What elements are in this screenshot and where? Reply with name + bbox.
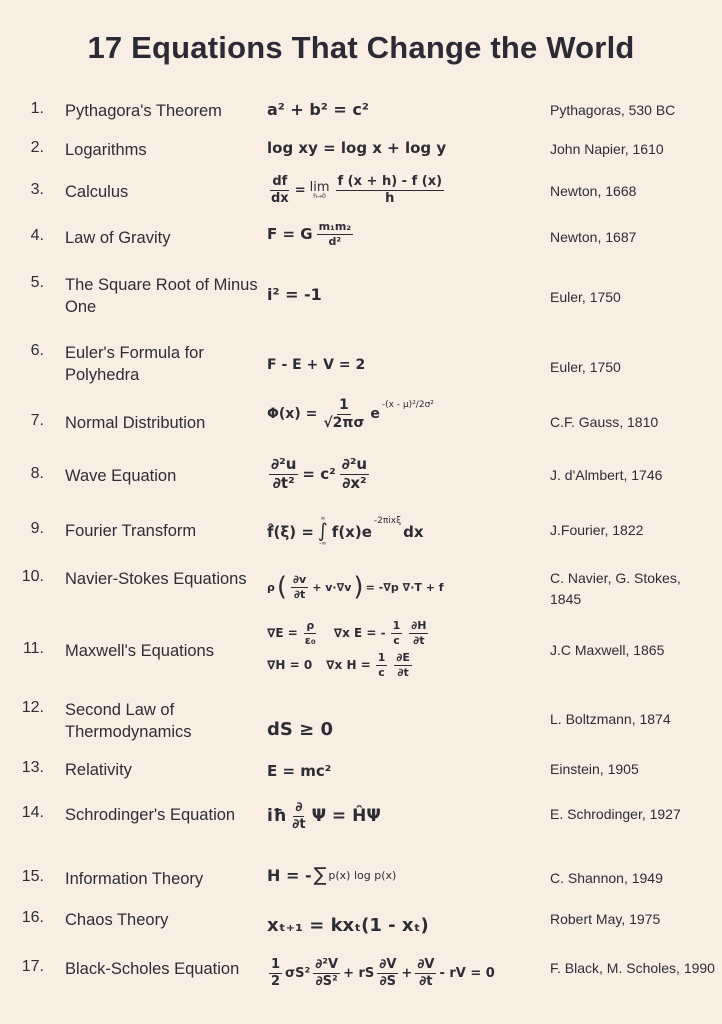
denominator: ∂t [397,665,409,679]
maxwell-system [267,620,430,678]
citation: F. Black, M. Scholes, 1990 [550,960,715,976]
equation-name: Second Law of Thermodynamics [65,701,192,741]
integral-lower: -∞ [319,540,327,547]
formula [267,864,396,886]
row-number: 7. [30,412,44,429]
formula-text: + rS [343,965,375,981]
numerator: 1 [392,619,401,632]
row-number: 3. [30,181,44,198]
denominator: ∂x² [342,473,367,492]
fraction [303,620,318,646]
formula-text: iħ [267,806,287,827]
equation-name: Normal Distribution [65,414,206,432]
numerator: 1 [339,397,349,413]
formula-text: f(x)e [331,522,372,541]
equation-name: Calculus [65,183,129,201]
fraction [313,958,340,988]
formula: E = mc² [267,762,332,780]
formula-text: e [370,406,380,423]
equation-name: Maxwell's Equations [65,642,214,660]
formula-text: ∇x E = - [333,626,386,641]
fraction [340,457,369,492]
formula-text: = -∇p ∇·T + f [365,580,444,594]
denominator: c [378,665,385,679]
fraction [291,574,308,600]
equation-name: Navier-Stokes Equations [65,570,247,588]
formula-text: - rV = 0 [439,965,495,981]
integral [318,516,328,547]
numerator: ∂V [379,957,397,972]
formula-text: + [401,965,413,981]
formula [267,958,495,988]
denominator: ∂t [419,973,433,989]
row-number: 12. [21,699,44,716]
equation-name: Wave Equation [65,467,177,485]
equation-name: Logarithms [65,141,147,159]
fraction [377,958,398,988]
integral-sign: ∫ [317,520,328,542]
fraction [321,398,366,430]
equation-name: Information Theory [65,870,204,888]
limit [310,181,330,200]
citation: C. Shannon, 1949 [550,870,663,886]
fraction [415,958,436,988]
row-number: 5. [30,274,44,291]
citation: Euler, 1750 [550,359,621,375]
denominator: ∂S² [315,973,338,989]
formula [267,221,355,247]
citation: Newton, 1668 [550,183,637,199]
paren: ( [276,572,288,602]
numerator: 1 [271,957,281,972]
exponent: -2πixξ [373,516,402,526]
formula [267,801,381,831]
formula-text: Φ(x) = [267,406,318,423]
denominator: dx [271,190,289,206]
citation: Pythagoras, 530 BC [550,102,676,118]
equation-name: Pythagora's Theorem [65,102,222,120]
citation: Euler, 1750 [550,289,621,305]
row-number: 15. [21,868,44,885]
formula-text: ∇E = [267,626,298,641]
fraction [336,175,445,205]
formula-text: dx [403,522,424,541]
formula [267,516,424,547]
denominator: ∂t² [272,473,295,492]
maxwell-line [267,620,430,646]
row-number: 17. [21,958,44,975]
numerator: ∂ [295,800,303,815]
denominator: ∂t [292,816,306,832]
formula [267,175,446,205]
denominator: ∂t [413,633,425,647]
formula: log xy = log x + log y [267,139,447,157]
formula: F - E + V = 2 [267,357,366,373]
numerator: m₁m₂ [318,220,352,233]
formula: dS ≥ 0 [267,719,333,740]
citation: Einstein, 1905 [550,761,639,777]
numerator: ∂²u [271,455,297,473]
denominator: ∂S [379,973,397,989]
numerator: ∂E [396,651,410,665]
citation: L. Boltzmann, 1874 [550,711,671,727]
limit-label: lim [309,179,330,195]
formula [267,457,371,492]
formula-text: ρ [267,580,275,594]
denominator: 2 [271,973,281,989]
row-number: 16. [21,909,44,926]
citation: E. Schrodinger, 1927 [550,806,681,822]
numerator: ∂²u [341,455,368,473]
fraction [269,175,291,205]
denominator: √2πσ [323,414,365,431]
equation-name: Schrodinger's Equation [65,806,236,824]
equation-name: Fourier Transform [65,522,197,540]
citation: C. Navier, G. Stokes, 1845 [550,570,681,607]
formula-text: ∇H = 0 [267,658,313,673]
sum-sign: ∑ [313,864,327,886]
fraction [317,221,354,247]
limit-subscript: h→0 [313,192,326,200]
row-number: 10. [21,568,44,585]
citation: J.Fourier, 1822 [550,522,644,538]
row-number: 2. [30,139,44,156]
denominator: h [385,190,395,206]
integral-upper: ∞ [320,515,326,522]
numerator: 1 [377,651,386,665]
fraction [290,801,307,831]
row-number: 11. [22,640,44,657]
citation: John Napier, 1610 [550,141,664,157]
denominator: ∂t [293,587,306,601]
formula: xₜ₊₁ = kxₜ(1 - xₜ) [267,915,429,936]
citation: J.C Maxwell, 1865 [550,642,665,658]
row-number: 8. [30,465,44,482]
page-title: 17 Equations That Change the World [87,30,635,65]
fraction [391,620,403,646]
formula-text: σS² [285,965,311,981]
denominator: c [393,633,400,647]
citation: Newton, 1687 [550,229,637,245]
equation-name: Black-Scholes Equation [65,960,240,978]
paren: ) [353,572,364,602]
formula-text: Ψ = ĤΨ [311,806,381,827]
numerator: ∂v [293,572,307,586]
numerator: ∂H [411,619,427,632]
fraction [269,457,298,492]
numerator: ∂V [417,957,435,972]
formula [267,620,430,678]
fraction [409,620,428,646]
citation: J. d'Almbert, 1746 [550,467,663,483]
equation-name: The Square Root of Minus One [65,276,258,316]
formula-text: F = G [267,225,313,244]
equation-name: Euler's Formula for Polyhedra [65,344,204,384]
fraction [269,958,282,988]
row-number: 4. [30,227,44,244]
formula: a² + b² = c² [267,100,369,119]
formula [267,572,444,602]
formula-text: ∇x H = [326,658,371,673]
numerator: ρ [306,619,315,632]
equation-name: Chaos Theory [65,911,169,929]
citation: C.F. Gauss, 1810 [550,414,659,430]
denominator: ε₀ [304,633,316,647]
equation-name: Law of Gravity [65,229,171,247]
row-number: 6. [30,342,44,359]
row-number: 13. [21,759,44,776]
formula: i² = -1 [267,285,322,304]
numerator: df [272,174,288,189]
exponent: -(x - μ)²/2σ² [381,400,434,410]
row-number: 14. [21,804,44,821]
fraction [394,652,412,678]
formula-text: H = - [267,865,312,885]
maxwell-line [267,652,430,678]
row-number: 1. [30,100,44,117]
numerator: f (x + h) - f (x) [337,174,443,189]
formula [267,398,434,430]
numerator: ∂²V [315,957,339,972]
citation: Robert May, 1975 [550,911,661,927]
formula-text: + v·∇v [312,580,352,594]
formula-text: p(x) log p(x) [328,868,397,882]
equals: = [294,182,306,198]
equation-name: Relativity [65,761,132,779]
formula-text: f̂(ξ) = [267,522,314,541]
formula-text: = c² [302,465,336,484]
denominator: d² [328,234,342,248]
row-number: 9. [30,520,44,537]
fraction [376,652,388,678]
